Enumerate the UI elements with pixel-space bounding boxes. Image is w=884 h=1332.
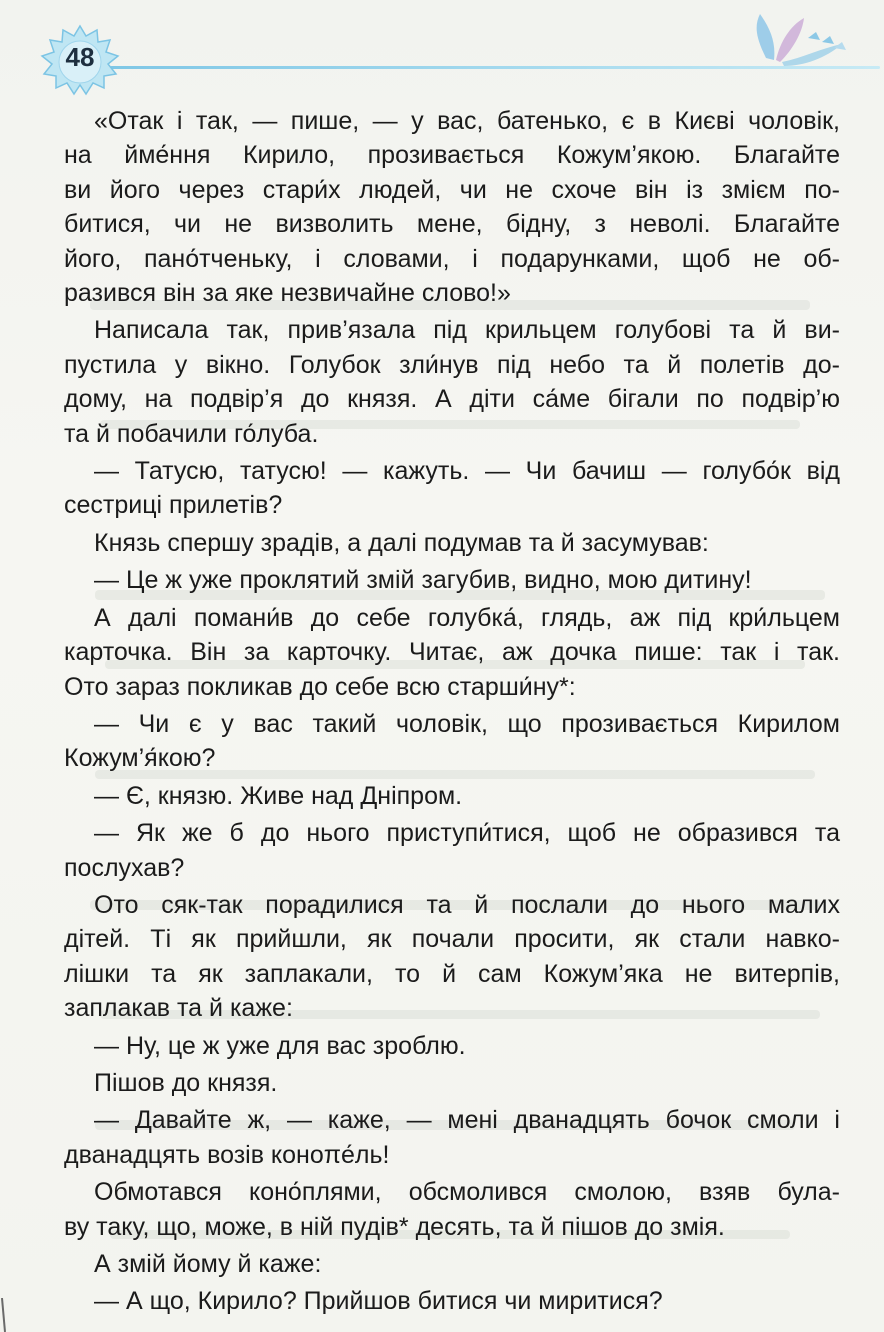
text-line: Написала так, прив’язала під крильцем голубові та й ви- — [94, 316, 840, 345]
paragraph — [64, 1247, 840, 1281]
paragraph — [64, 1066, 840, 1100]
paragraph — [64, 313, 840, 451]
text-line: — Чи є у вас такий чоловік, що прозивається Кирилом — [94, 709, 840, 738]
text-line: та й побачили го́луба. — [64, 419, 319, 448]
text-line: заплакав та й каже: — [64, 994, 293, 1023]
text-line: — Це ж уже проклятий змій загубив, видно, мою дитину! — [94, 566, 752, 595]
text-line: на йме́ння Кирило, прозивається Кожум’якою. Благайте — [64, 141, 840, 170]
text-line: дому, на подвір’я до князя. А діти са́ме бігали по подвір’ю — [64, 385, 840, 414]
paragraph — [64, 563, 840, 597]
paragraph — [64, 1103, 840, 1172]
paragraph — [64, 888, 840, 1026]
text-line: битися, чи не визволить мене, бідну, з неволі. Благайте — [64, 210, 840, 239]
text-line: А далі помани́в до себе голубка́, глядь, аж під кри́льцем — [94, 603, 840, 632]
text-line: А змій йому й каже: — [94, 1250, 322, 1278]
paragraph — [64, 601, 840, 704]
text-line: Ото зараз покликав до себе всю старши́ну*: — [64, 672, 576, 701]
text-line: Князь спершу зрадів, а далі подумав та й засумував: — [94, 528, 709, 557]
paragraph — [64, 816, 840, 885]
text-line: — Ну, це ж уже для вас зроблю. — [94, 1031, 466, 1060]
text-line: карточка. Він за карточку. Читає, аж дочка пише: так і так. — [64, 638, 840, 667]
text-line: ви його через стари́х людей, чи не схоче він із змієм по- — [64, 175, 840, 204]
paragraph — [64, 1284, 840, 1318]
paragraph — [64, 104, 840, 310]
text-line: Пішов до князя. — [94, 1068, 278, 1097]
text-line: його, пано́тченьку, і словами, і подарунками, щоб не об- — [64, 244, 840, 273]
text-line: Обмотався коно́плями, обсмолився смолою, взяв була- — [94, 1178, 840, 1207]
text-line: пустила у вікно. Голубок зли́нув під небо та й полетів до- — [64, 350, 840, 379]
page-corner-mark — [0, 1298, 8, 1332]
text-line: — Є, князю. Живе над Дніпром. — [94, 781, 463, 810]
text-line: разився він за яке незвичайне слово!» — [64, 279, 511, 308]
paragraph — [64, 1175, 840, 1244]
text-line: Ото сяк-так порадилися та й послали до нього малих — [94, 890, 840, 919]
paragraph — [64, 779, 840, 813]
text-line: «Отак і так, — пише, — у вас, батенько, є в Києві чоловік, — [94, 107, 840, 135]
text-line: — Татусю, татусю! — кажуть. — Чи бачиш — голубо́к від — [94, 457, 840, 486]
text-line: — Давайте ж, — каже, — мені дванадцять бочок смоли і — [94, 1106, 840, 1135]
page-number: 48 — [65, 42, 95, 72]
text-line: — Як же б до нього приступи́тися, щоб не образився та — [94, 819, 840, 848]
text-line: лішки та як заплакали, то й сам Кожум’яка не витерпів, — [64, 959, 840, 988]
text-line: послухав? — [64, 853, 185, 882]
paragraph — [64, 454, 840, 523]
paragraph — [64, 526, 840, 560]
text-line: дванадцять возів коноπе́ль! — [64, 1140, 390, 1169]
paragraph — [64, 1029, 840, 1063]
leaf-ornament-icon — [746, 8, 856, 70]
text-line: Кожум’я́кою? — [64, 744, 216, 773]
story-text — [64, 104, 840, 1322]
text-line: ву таку, що, може, в ній пудів* десять, та й пішов до змія. — [64, 1212, 725, 1241]
text-line: — А що, Кирило? Прийшов битися чи миритися? — [94, 1287, 663, 1316]
paragraph — [64, 707, 840, 776]
text-line: дітей. Ті як прийшли, як почали просити, як стали навко- — [64, 925, 840, 954]
text-line: сестриці прилетів? — [64, 491, 283, 520]
